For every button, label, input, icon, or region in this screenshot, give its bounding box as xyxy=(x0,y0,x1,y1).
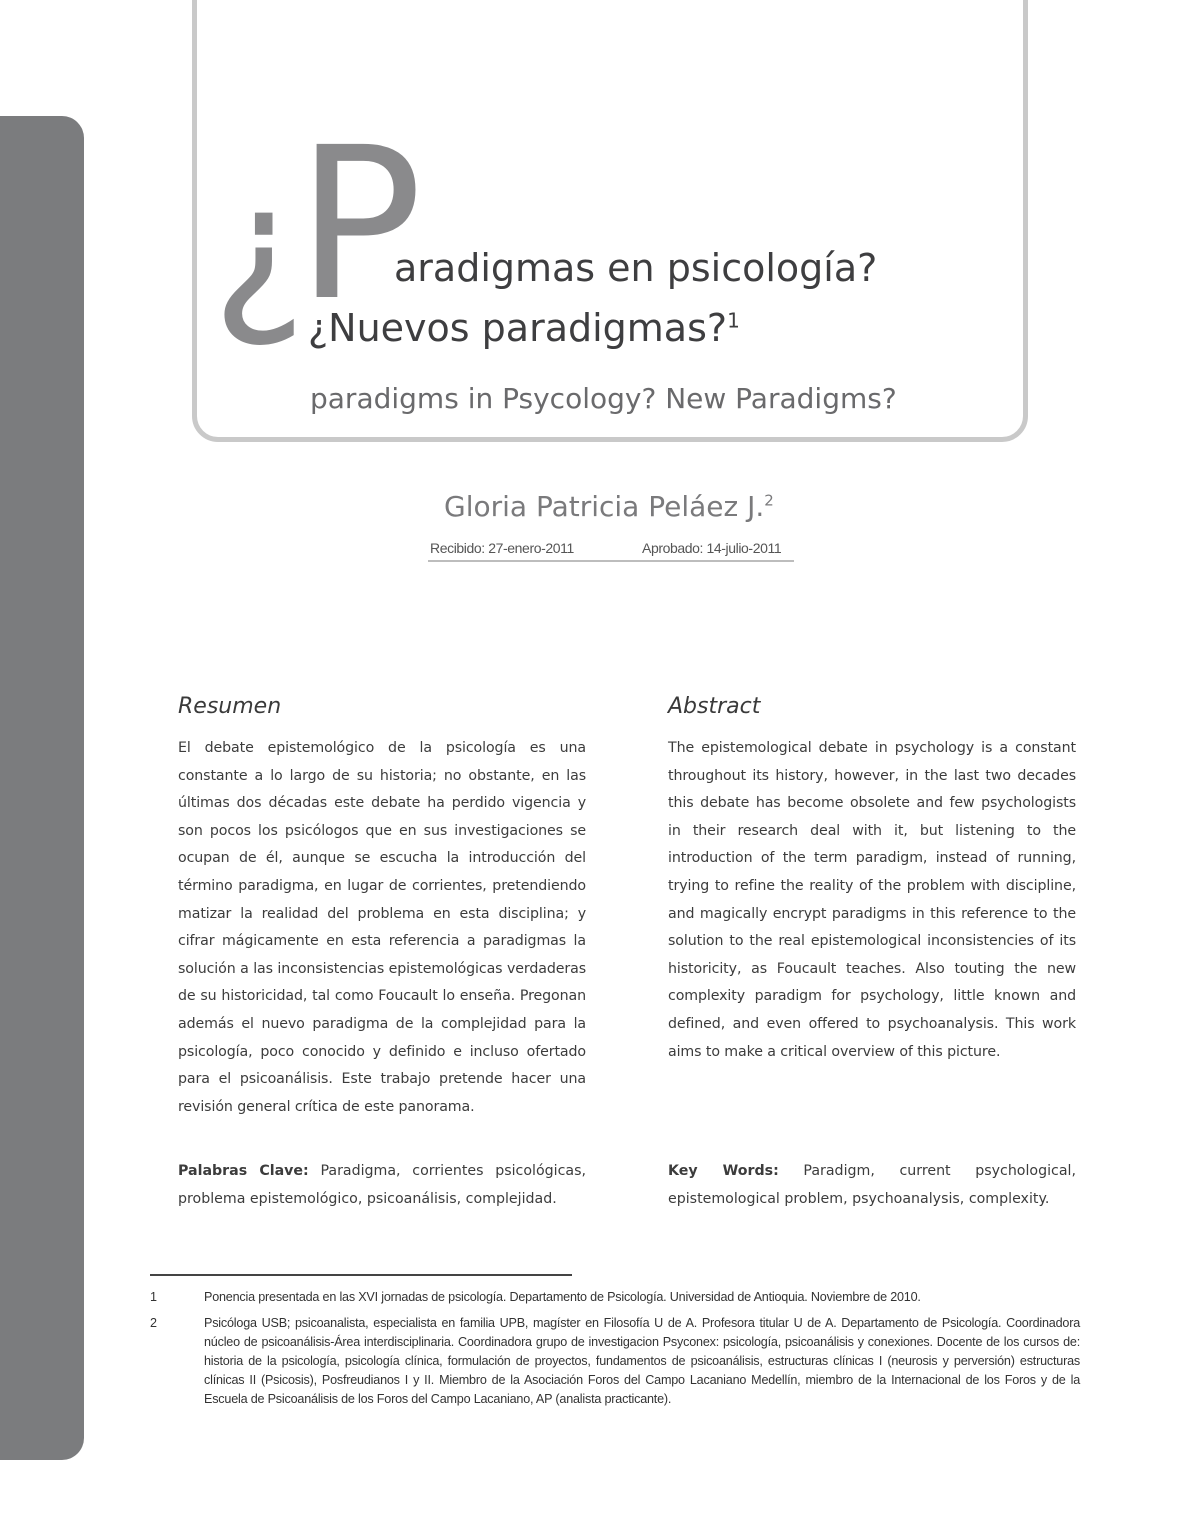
author-footnote-ref: 2 xyxy=(764,491,774,510)
received-date: Recibido: 27-enero-2011 xyxy=(430,540,574,556)
palabras-clave-label: Palabras Clave: xyxy=(178,1163,309,1179)
palabras-clave xyxy=(178,1158,586,1213)
author-name: Gloria Patricia Peláez J. xyxy=(444,490,765,523)
footnote-1 xyxy=(150,1288,1080,1307)
key-words-text: Paradigm, current psychological, epistemological problem, psychoanalysis, complexity. xyxy=(668,1163,1077,1207)
title-inverted-question-mark: ¿ xyxy=(212,145,307,352)
footnote-2-number: 2 xyxy=(150,1316,157,1330)
key-words xyxy=(668,1158,1076,1213)
resumen-body: El debate epistemológico de la psicología es una constante a lo largo de su historia; no obstante, en las últimas dos décadas este debate ha perdido vigencia y son pocos los psicólogos que en sus investigaciones se ocupan de él, aunque se escucha la introducción del término paradigma, en lugar de corrientes, pretendiendo matizar la realidad del problema en esta disciplina; y cifrar mágicamente en esta referencia a paradigmas la solución a las inconsistencias epistemológicas verdaderas de su historicidad, tal como Foucault lo enseña. Pregonan además el nuevo paradigma de la complejidad para la psicología, poco conocido y definido e incluso ofertado para el psicoanálisis. Este trabajo pretende hacer una revisión general crítica de este panorama. xyxy=(178,740,586,1115)
resumen-heading: Resumen xyxy=(178,694,282,719)
footnote-1-text: Ponencia presentada en las XVI jornadas de psicología. Departamento de Psicología. Universidad de Antioquia. Noviembre de 2010. xyxy=(204,1290,921,1304)
resumen-section xyxy=(178,694,586,1121)
title-line-2 xyxy=(308,306,740,350)
footnote-divider xyxy=(150,1274,572,1276)
side-margin-bar xyxy=(0,116,84,1460)
footnote-2-text: Psicóloga USB; psicoanalista, especialista en familia UPB, magíster en Filosofía U de A. Profesora titular U de A. Departamento de Psicología. Coordinadora núcleo de psicoanálisis-Área interdisciplinaria. Coordinadora grupo de investigacion Psyconex: psicología, psicoanálisis y conexiones. Docente de los cursos de: historia de la psicología, psicología clínica, formulación de proyectos, fundamentos de psicoanálisis, estructuras clínicas I (neurosis y perversión) estructuras clínicas II (Psicosis), Posfreudianos I y II. Miembro de la Asociación Foros del Campo Lacaniano Medellín, miembro de la Internacional de los Foros y de la Escuela de Psicoanálisis de los Foros del Campo Lacaniano, AP (analista practicante). xyxy=(204,1316,1080,1406)
footnote-2 xyxy=(150,1314,1080,1409)
key-words-label: Key Words: xyxy=(668,1163,779,1179)
english-subtitle: paradigms in Psycology? New Paradigms? xyxy=(310,382,897,415)
abstract-section xyxy=(668,694,1076,1066)
abstract-body: The epistemological debate in psychology is a constant throughout its history, however, in the last two decades this debate has become obsolete and few psychologists in their research deal with it, but listening to the introduction of the term paradigm, instead of running, trying to refine the reality of the problem with discipline, and magically encrypt paradigms in this reference to the solution to the real epistemological inconsistencies of its historicity, as Foucault teaches. Also touting the new complexity paradigm for psychology, little known and defined, and even offered to psychoanalysis. This work aims to make a critical overview of this picture. xyxy=(668,740,1076,1060)
palabras-clave-text: Paradigma, corrientes psicológicas, problema epistemológico, psicoanálisis, complejidad. xyxy=(178,1163,587,1207)
title-line-2-text: ¿Nuevos paradigmas? xyxy=(308,306,728,350)
approved-date: Aprobado: 14-julio-2011 xyxy=(642,540,782,556)
title-drop-cap: P xyxy=(296,102,423,347)
footnote-1-number: 1 xyxy=(150,1290,157,1304)
author-line xyxy=(444,490,774,523)
dates-line xyxy=(428,538,794,562)
title-line-1: aradigmas en psicología? xyxy=(394,246,878,290)
title-footnote-ref: 1 xyxy=(727,308,740,333)
abstract-heading: Abstract xyxy=(668,694,761,719)
